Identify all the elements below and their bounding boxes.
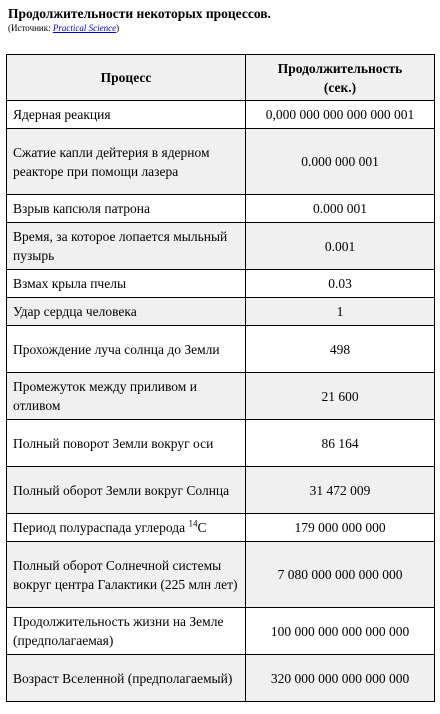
duration-cell: 31 472 009 [246, 467, 435, 514]
table-row [7, 542, 435, 608]
table-row [7, 101, 435, 129]
process-cell: Полный поворот Земли вокруг оси [7, 420, 246, 467]
table-row [7, 129, 435, 195]
duration-cell: 7 080 000 000 000 000 [246, 542, 435, 608]
process-cell: Продолжительность жизни на Земле (предполагаемая) [7, 608, 246, 655]
duration-cell: 498 [246, 326, 435, 373]
duration-cell: 86 164 [246, 420, 435, 467]
header-duration [246, 55, 435, 101]
process-text: Период полураспада углерода [13, 520, 189, 535]
table-row [7, 655, 435, 702]
duration-cell: 0.001 [246, 223, 435, 270]
source-suffix: ) [116, 23, 120, 33]
header-duration-line2: (сек.) [323, 79, 357, 95]
table-row [7, 373, 435, 420]
duration-cell: 21 600 [246, 373, 435, 420]
source-prefix: (Источник: [8, 23, 53, 33]
header-duration-line1: Продолжительность [277, 60, 403, 76]
process-cell: Прохождение луча солнца до Земли [7, 326, 246, 373]
table-row [7, 420, 435, 467]
process-cell: Ядерная реакция [7, 101, 246, 129]
duration-cell: 1 [246, 298, 435, 326]
duration-cell: 100 000 000 000 000 000 [246, 608, 435, 655]
table-row [7, 467, 435, 514]
source-link[interactable]: Practical Science [52, 23, 117, 33]
table-row [7, 195, 435, 223]
table-row [7, 608, 435, 655]
process-cell: Полный оборот Земли вокруг Солнца [7, 467, 246, 514]
process-cell: Взмах крыла пчелы [7, 270, 246, 298]
source-line [8, 23, 119, 34]
duration-cell: 179 000 000 000 [246, 514, 435, 542]
durations-table [6, 54, 435, 702]
table-row [7, 223, 435, 270]
process-cell: Удар сердца человека [7, 298, 246, 326]
duration-cell: 320 000 000 000 000 000 [246, 655, 435, 702]
duration-cell: 0.000 001 [246, 195, 435, 223]
table-row [7, 298, 435, 326]
process-cell [7, 514, 246, 542]
table-header-row [7, 55, 435, 101]
process-cell: Возраст Вселенной (предполагаемый) [7, 655, 246, 702]
process-cell: Взрыв капсюля патрона [7, 195, 246, 223]
header-process: Процесс [7, 55, 246, 101]
table-row [7, 270, 435, 298]
isotope-number: 14 [188, 518, 198, 529]
duration-cell: 0.03 [246, 270, 435, 298]
process-cell: Сжатие капли дейтерия в ядерном реакторе при помощи лазера [7, 129, 246, 195]
isotope-symbol: C [197, 520, 207, 535]
process-cell: Промежуток между приливом и отливом [7, 373, 246, 420]
process-cell: Время, за которое лопается мыльный пузырь [7, 223, 246, 270]
table-row [7, 326, 435, 373]
duration-cell: 0,000 000 000 000 000 001 [246, 101, 435, 129]
process-cell: Полный оборот Солнечной системы вокруг центра Галактики (225 млн лет) [7, 542, 246, 608]
page-title: Продолжительности некоторых процессов. [8, 6, 271, 21]
duration-cell: 0.000 000 001 [246, 129, 435, 195]
table-row [7, 514, 435, 542]
